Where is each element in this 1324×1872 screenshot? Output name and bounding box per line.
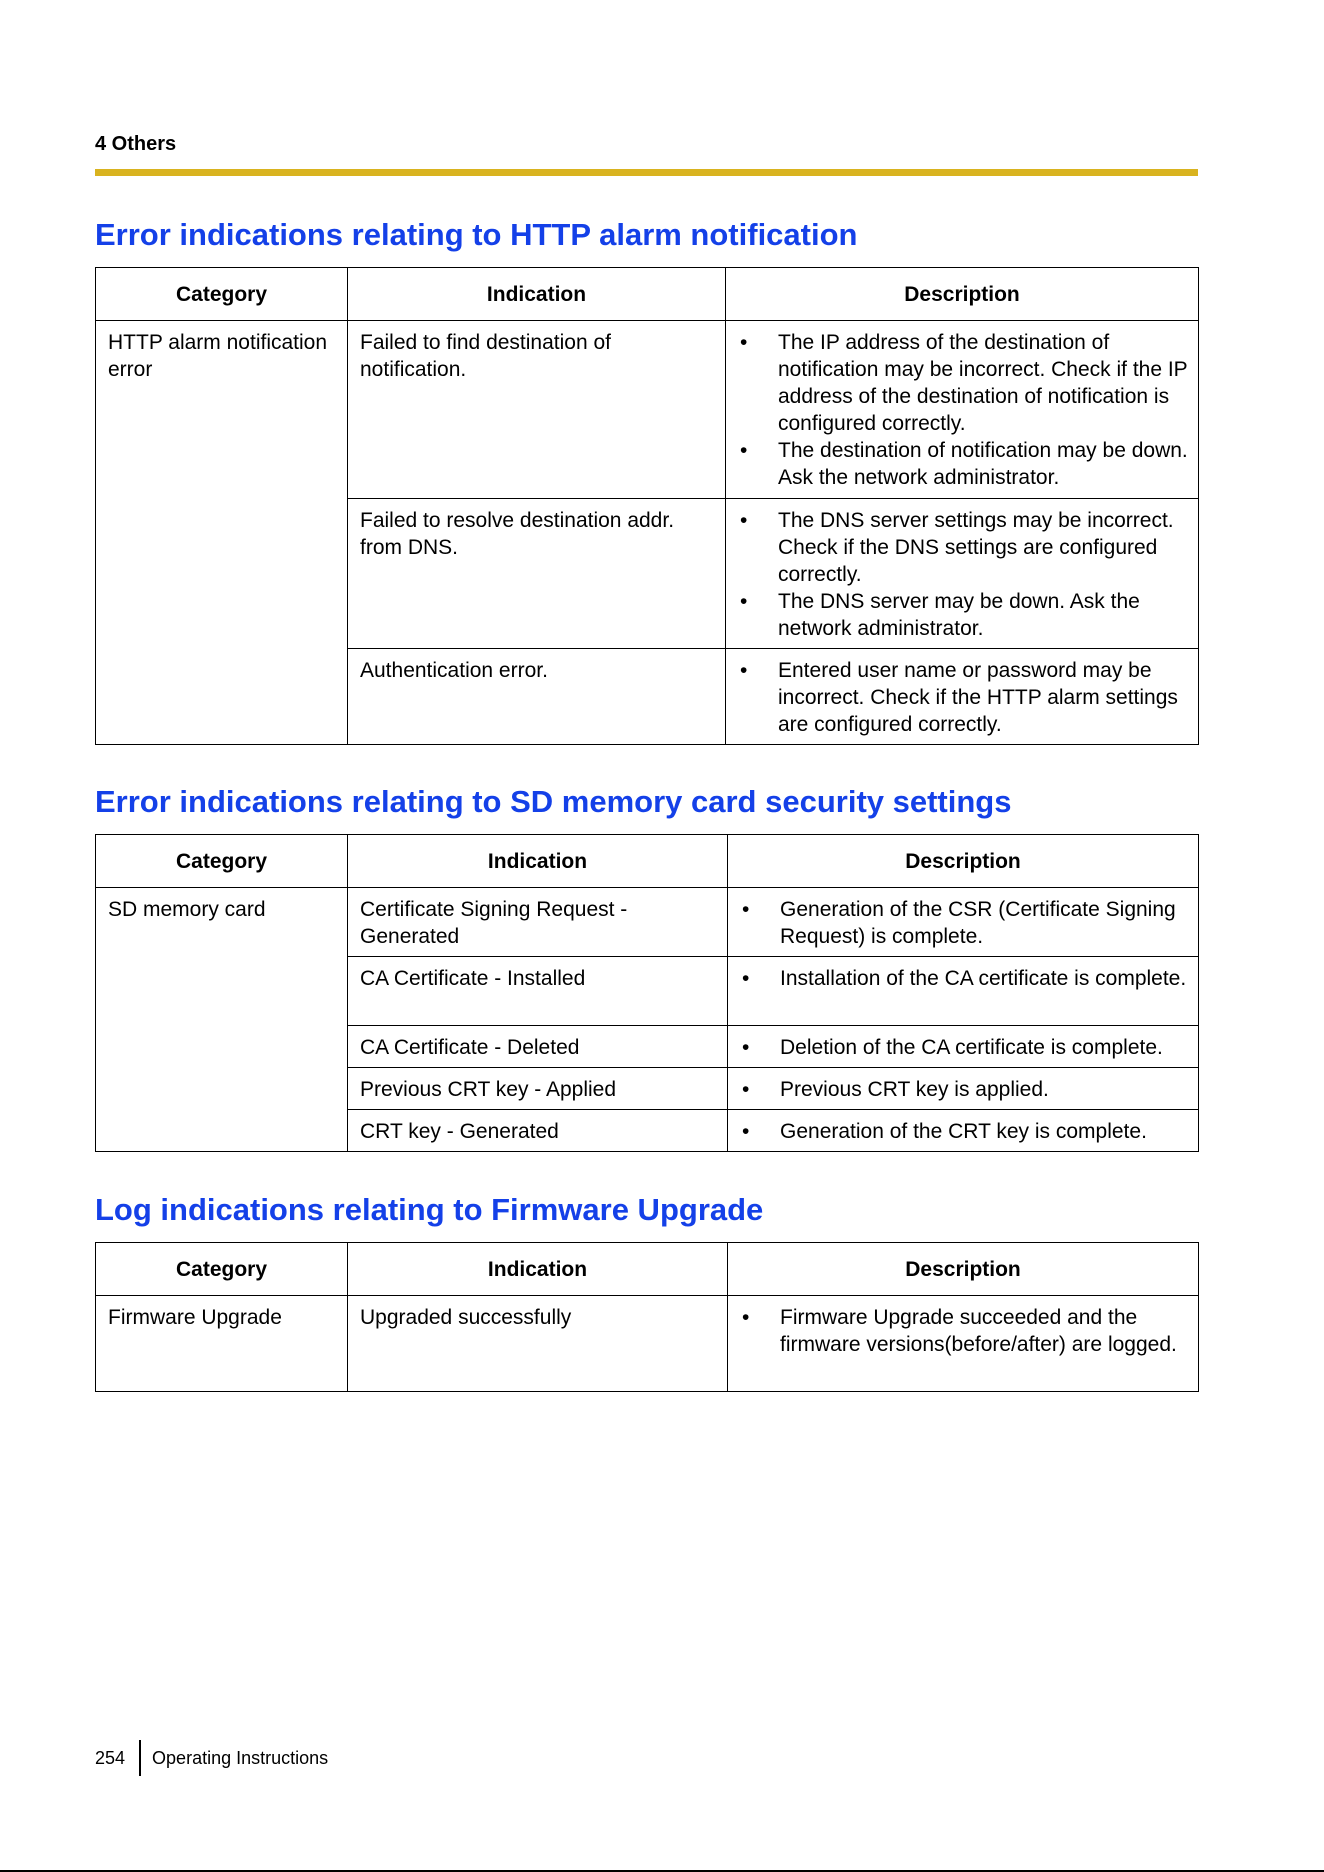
header-rule bbox=[95, 169, 1198, 176]
description-bullet: • Firmware Upgrade succeeded and the firmware versions(before/after) are logged. bbox=[742, 1304, 1188, 1358]
description-bullet: • Generation of the CSR (Certificate Signing Request) is complete. bbox=[742, 896, 1188, 950]
description-cell bbox=[728, 1110, 1199, 1152]
description-bullet: • Installation of the CA certificate is complete. bbox=[742, 965, 1188, 992]
description-bullet: • Generation of the CRT key is complete. bbox=[742, 1118, 1188, 1145]
description-cell bbox=[728, 888, 1199, 957]
column-header: Description bbox=[728, 1243, 1199, 1296]
sd-card-table bbox=[95, 834, 1199, 1152]
column-header: Category bbox=[96, 268, 348, 321]
section-title-sd-card: Error indications relating to SD memory card security settings bbox=[95, 784, 1012, 819]
indication-cell: Authentication error. bbox=[348, 649, 726, 745]
description-bullet: • Deletion of the CA certificate is complete. bbox=[742, 1034, 1188, 1061]
http-alarm-table bbox=[95, 267, 1199, 745]
description-cell bbox=[728, 1068, 1199, 1110]
description-cell bbox=[726, 649, 1199, 745]
table-header-row bbox=[96, 835, 1199, 888]
description-cell bbox=[726, 499, 1199, 649]
description-bullet: • Entered user name or password may be incorrect. Check if the HTTP alarm settings are configured correctly. bbox=[740, 657, 1188, 738]
indication-cell: Certificate Signing Request - Generated bbox=[348, 888, 728, 957]
document-title: Operating Instructions bbox=[152, 1747, 329, 1768]
indication-cell: Failed to resolve destination addr. from DNS. bbox=[348, 499, 726, 649]
footer-divider bbox=[139, 1740, 141, 1776]
description-cell bbox=[728, 1026, 1199, 1068]
table-header-row bbox=[96, 1243, 1199, 1296]
description-cell bbox=[726, 321, 1199, 499]
table-header-row bbox=[96, 268, 1199, 321]
section-title-http-alarm: Error indications relating to HTTP alarm notification bbox=[95, 217, 858, 252]
column-header: Category bbox=[96, 835, 348, 888]
indication-cell: Previous CRT key - Applied bbox=[348, 1068, 728, 1110]
column-header: Description bbox=[728, 835, 1199, 888]
table-row bbox=[96, 1296, 1199, 1392]
description-bullet: • The IP address of the destination of notification may be incorrect. Check if the IP address of the destination of notification is configured correctly. bbox=[740, 329, 1188, 437]
indication-cell: Failed to find destination of notification. bbox=[348, 321, 726, 499]
category-cell: Firmware Upgrade bbox=[96, 1296, 348, 1392]
indication-cell: Upgraded successfully bbox=[348, 1296, 728, 1392]
column-header: Description bbox=[726, 268, 1199, 321]
description-cell bbox=[728, 1296, 1199, 1392]
description-bullet: • The DNS server settings may be incorrect. Check if the DNS settings are configured correctly. bbox=[740, 507, 1188, 588]
column-header: Indication bbox=[348, 1243, 728, 1296]
column-header: Category bbox=[96, 1243, 348, 1296]
category-cell: SD memory card bbox=[96, 888, 348, 1152]
page-number: 254 bbox=[95, 1747, 126, 1768]
firmware-table bbox=[95, 1242, 1199, 1392]
page-footer bbox=[95, 1740, 328, 1776]
description-bullet: • Previous CRT key is applied. bbox=[742, 1076, 1188, 1103]
column-header: Indication bbox=[348, 268, 726, 321]
category-cell: HTTP alarm notification error bbox=[96, 321, 348, 745]
indication-cell: CRT key - Generated bbox=[348, 1110, 728, 1152]
table-row bbox=[96, 321, 1199, 499]
indication-cell: CA Certificate - Deleted bbox=[348, 1026, 728, 1068]
indication-cell: CA Certificate - Installed bbox=[348, 957, 728, 1026]
table-row bbox=[96, 888, 1199, 957]
description-bullet: • The destination of notification may be down. Ask the network administrator. bbox=[740, 437, 1188, 491]
section-title-firmware: Log indications relating to Firmware Upgrade bbox=[95, 1192, 764, 1227]
chapter-heading: 4 Others bbox=[95, 133, 177, 155]
description-cell bbox=[728, 957, 1199, 1026]
description-bullet: • The DNS server may be down. Ask the network administrator. bbox=[740, 588, 1188, 642]
column-header: Indication bbox=[348, 835, 728, 888]
